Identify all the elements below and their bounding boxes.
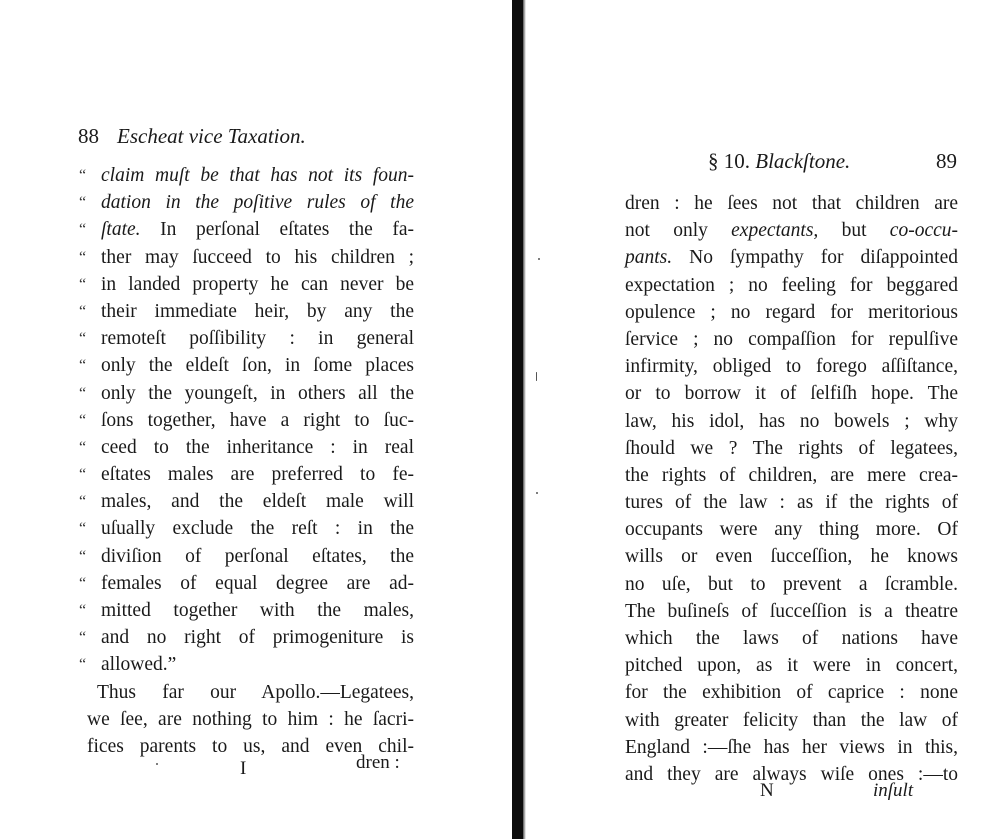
right-running-head xyxy=(708,149,850,174)
ink-speck xyxy=(156,763,158,765)
text-segment: females of equal degree are ad- xyxy=(101,572,414,594)
text-segment: No ſympathy for diſappointed xyxy=(672,247,958,269)
quote-mark: “ xyxy=(79,384,87,402)
quote-mark: “ xyxy=(79,438,87,456)
text-segment: dren : he ſees not that children are xyxy=(625,193,958,214)
text-segment: only the youngeſt, in others all the xyxy=(101,382,414,404)
quote-mark: “ xyxy=(79,248,87,266)
text-line xyxy=(625,489,958,516)
text-line xyxy=(79,651,414,678)
ink-speck xyxy=(536,492,538,494)
ink-speck xyxy=(536,372,537,381)
text-segment: In perſonal eſtates the fa- xyxy=(140,219,414,241)
text-line xyxy=(79,244,414,271)
text-line xyxy=(625,299,958,326)
right-catchword: inſult xyxy=(873,780,914,801)
text-line xyxy=(625,734,958,761)
text-segment: only the eldeſt ſon, in ſome places xyxy=(101,355,414,377)
text-segment: with greater felicity than the law of xyxy=(625,709,958,731)
text-line xyxy=(79,434,414,461)
text-segment: mitted together with the males, xyxy=(101,600,414,621)
text-segment: remoteſt poſſibility : in general xyxy=(101,328,414,350)
text-segment: ſons together, have a right to ſuc- xyxy=(101,409,414,431)
text-line xyxy=(79,624,414,651)
text-line xyxy=(625,571,958,598)
text-line xyxy=(79,189,414,216)
right-running-title: Blackſtone. xyxy=(755,149,851,173)
ink-speck xyxy=(538,258,540,260)
text-line xyxy=(79,380,414,407)
text-line xyxy=(79,325,414,352)
text-segment: wills or even ſucceſſion, he knows xyxy=(625,546,958,568)
quote-mark: “ xyxy=(79,629,87,647)
quote-mark: “ xyxy=(79,275,87,293)
text-line xyxy=(625,435,958,462)
quote-mark: “ xyxy=(79,194,87,212)
text-line xyxy=(79,706,414,733)
text-line xyxy=(79,543,414,570)
text-segment: ceed to the inheritance : in real xyxy=(101,436,414,458)
text-line xyxy=(625,408,958,435)
text-line xyxy=(625,707,958,734)
quote-mark: “ xyxy=(79,574,87,592)
left-catchword: dren : xyxy=(356,752,400,773)
text-line xyxy=(79,352,414,379)
text-line xyxy=(79,216,414,243)
text-line xyxy=(79,407,414,434)
text-segment: no uſe, but to prevent a ſcramble. xyxy=(625,573,958,595)
text-segment: for the exhibition of caprice : none xyxy=(625,682,958,704)
text-segment: their immediate heir, by any the xyxy=(101,300,414,322)
quote-mark: “ xyxy=(79,411,87,429)
text-line xyxy=(625,353,958,380)
text-line xyxy=(625,516,958,543)
quote-mark: “ xyxy=(79,221,87,239)
text-segment: and no right of primogeniture is xyxy=(101,627,414,649)
quote-mark: “ xyxy=(79,547,87,565)
text-line xyxy=(625,652,958,679)
text-segment: infirmity, obliged to forego aſſiſtance, xyxy=(625,356,958,378)
text-segment: and they are always wiſe ones :—to xyxy=(625,763,958,785)
text-segment: in landed property he can never be xyxy=(101,273,414,295)
text-segment: England :—ſhe has her views in this, xyxy=(625,736,958,758)
quote-mark: “ xyxy=(79,520,87,538)
text-line xyxy=(625,462,958,489)
text-segment: we ſee, are nothing to him : he ſacri- xyxy=(87,708,414,730)
right-page xyxy=(524,0,1000,839)
quote-mark: “ xyxy=(79,330,87,348)
right-signature-mark: N xyxy=(760,780,774,801)
quote-mark: “ xyxy=(79,493,87,511)
left-running-head xyxy=(78,124,306,149)
quote-mark: “ xyxy=(79,656,87,674)
text-line xyxy=(79,597,414,624)
text-line xyxy=(625,679,958,706)
text-segment: but xyxy=(818,220,890,242)
text-line xyxy=(625,598,958,625)
text-line xyxy=(625,190,958,217)
text-segment: ther may ſucceed to his children ; xyxy=(101,246,414,268)
text-line xyxy=(79,298,414,325)
text-segment: fices parents to us, and even chil- xyxy=(87,735,414,757)
text-line xyxy=(79,461,414,488)
italic-text: pants. xyxy=(625,247,673,269)
quote-mark: “ xyxy=(79,302,87,320)
quote-mark: “ xyxy=(79,602,87,619)
text-segment: diviſion of perſonal eſtates, the xyxy=(101,545,414,567)
italic-text: claim muſt be that has not its foun- xyxy=(101,165,414,186)
text-segment: pitched upon, as it were in concert, xyxy=(625,655,958,677)
text-line xyxy=(625,326,958,353)
text-segment: the rights of children, are mere crea- xyxy=(625,464,958,486)
text-line xyxy=(79,570,414,597)
text-segment: ſhould we ? The rights of legatees, xyxy=(625,437,958,459)
text-segment: allowed.” xyxy=(101,654,177,676)
text-segment: The buſineſs of ſucceſſion is a theatre xyxy=(625,600,958,622)
text-line xyxy=(625,272,958,299)
text-line xyxy=(79,515,414,542)
text-segment: or to borrow it of ſelfiſh hope. The xyxy=(625,383,958,405)
quote-mark: “ xyxy=(79,466,87,484)
text-segment: opulence ; no regard for meritorious xyxy=(625,301,958,323)
italic-text: expectants, xyxy=(731,220,819,242)
text-segment: which the laws of nations have xyxy=(625,628,958,649)
section-mark: § 10. xyxy=(708,149,750,173)
text-segment: eſtates males are preferred to fe- xyxy=(101,464,414,486)
text-line xyxy=(79,679,414,706)
left-text-block xyxy=(79,162,414,760)
text-segment: uſually exclude the reſt : in the xyxy=(101,518,414,540)
text-segment: tures of the law : as if the rights of xyxy=(625,492,958,514)
left-page-number: 88 xyxy=(78,124,99,148)
book-gutter xyxy=(512,0,523,839)
text-segment: males, and the eldeſt male will xyxy=(101,491,414,513)
text-line xyxy=(625,625,958,652)
text-segment: law, his idol, has no bowels ; why xyxy=(625,410,958,432)
quote-mark: “ xyxy=(79,167,87,184)
text-line xyxy=(79,162,414,189)
quote-mark: “ xyxy=(79,357,87,375)
text-line xyxy=(79,271,414,298)
text-line xyxy=(79,488,414,515)
left-running-title: Escheat vice Taxation. xyxy=(117,124,306,148)
text-line xyxy=(625,217,958,244)
text-segment: occupants were any thing more. Of xyxy=(625,519,958,541)
text-segment: not only xyxy=(625,220,732,242)
right-text-block xyxy=(625,190,958,788)
italic-text: co-occu- xyxy=(889,220,958,242)
text-line xyxy=(625,543,958,570)
italic-text: dation in the poſitive rules of the xyxy=(101,192,414,214)
text-line xyxy=(625,244,958,271)
text-segment: ſervice ; no compaſſion for repulſive xyxy=(625,328,958,350)
text-segment: expectation ; no feeling for beggared xyxy=(625,274,958,296)
left-signature-mark: I xyxy=(240,758,247,779)
right-page-number: 89 xyxy=(936,149,957,173)
text-line xyxy=(625,380,958,407)
text-segment: Thus far our Apollo.—Legatees, xyxy=(97,681,414,703)
italic-text: ſtate. xyxy=(101,219,141,241)
